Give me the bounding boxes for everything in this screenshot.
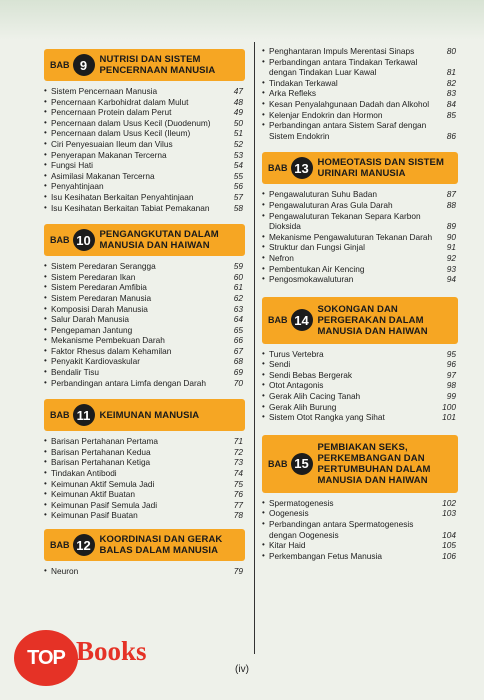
- chapter-title-line: MANUSIA DAN HAIWAN: [317, 474, 428, 486]
- section-gap: [258, 423, 458, 435]
- chapter-number: 9: [73, 54, 95, 76]
- toc-entry-page: 65: [233, 324, 243, 335]
- toc-entry[interactable]: [262, 200, 458, 211]
- toc-entry-title: Sendi Bebas Bergerak: [269, 369, 353, 380]
- chapter-header-15[interactable]: [262, 435, 458, 493]
- toc-entry-title: Neuron: [51, 566, 79, 576]
- toc-entry-title: Tindakan Terkawal: [269, 77, 338, 88]
- chapter-number: 10: [73, 229, 95, 251]
- toc-entry[interactable]: [262, 264, 458, 275]
- toc-entry-title: Kitar Haid: [269, 540, 306, 551]
- toc-entry[interactable]: [44, 367, 245, 378]
- chapter-title: [318, 304, 428, 337]
- toc-entry-page: 73: [233, 457, 243, 468]
- toc-entry-page: 70: [233, 377, 243, 388]
- toc-entry-page: 71: [233, 436, 243, 447]
- right-column: [258, 40, 458, 573]
- toc-entry-title: Pencernaan Protein dalam Perut: [51, 107, 172, 118]
- toc-entry-page: 102: [442, 497, 456, 508]
- chapter-title: [100, 534, 223, 556]
- toc-entry-page: 90: [446, 231, 456, 242]
- toc-entry[interactable]: [44, 447, 245, 458]
- toc-entry-title: Sendi: [269, 359, 291, 370]
- toc-entry-title: Otot Antagonis: [269, 380, 324, 391]
- toc-entry-title: Pengawaluturan Tekanan Separa Karbon Dioksida: [269, 210, 421, 232]
- chapter-number: 14: [291, 309, 313, 331]
- toc-entry-page: 91: [446, 242, 456, 253]
- toc-entry-page: 106: [442, 550, 456, 561]
- toc-entry-page: 80: [446, 46, 456, 56]
- toc-entry[interactable]: [44, 489, 245, 500]
- section-gap: [40, 213, 245, 224]
- section-gap: [40, 521, 245, 529]
- toc-entry-title: Penyerapan Makanan Tercerna: [51, 149, 167, 160]
- section-gap: [258, 141, 458, 152]
- toc-entry-title: Kesan Penyalahgunaan Dadah dan Alkohol: [269, 98, 430, 109]
- chapter-entries: [262, 189, 458, 284]
- toc-entry[interactable]: [262, 120, 458, 141]
- page-number: (iv): [235, 664, 249, 675]
- toc-entry-title: Sistem Peredaran Serangga: [51, 261, 156, 272]
- toc-entry-page: 74: [233, 468, 243, 479]
- chapter-title-line: KEIMUNAN MANUSIA: [99, 409, 200, 421]
- toc-entry-page: 72: [233, 446, 243, 457]
- chapter-header-14[interactable]: [262, 297, 458, 344]
- chapter-header-12[interactable]: [44, 529, 245, 561]
- toc-entry[interactable]: [262, 57, 458, 78]
- toc-entry-title: Keimunan Aktif Semula Jadi: [51, 478, 155, 489]
- toc-entry[interactable]: [262, 88, 458, 99]
- toc-entry-page: 64: [233, 314, 243, 325]
- toc-entry-page: 47: [233, 86, 243, 96]
- chapter-label: BAB: [268, 458, 288, 469]
- toc-entry-title: Keimunan Aktif Buatan: [51, 489, 135, 500]
- toc-entry[interactable]: [44, 566, 245, 577]
- toc-entry[interactable]: [44, 192, 245, 203]
- toc-entry[interactable]: [262, 412, 458, 423]
- toc-entry-page: 85: [446, 109, 456, 120]
- chapter-title-line: HOMEOTASIS DAN SISTEM: [317, 157, 444, 169]
- chapter-number: 15: [291, 453, 313, 475]
- toc-entry[interactable]: [44, 346, 245, 357]
- toc-entry[interactable]: [262, 46, 458, 57]
- toc-entry[interactable]: [262, 78, 458, 89]
- toc-entry-title: Ciri Penyesuaian Ileum dan Vilus: [51, 138, 173, 149]
- toc-entry[interactable]: [262, 253, 458, 264]
- toc-entry-page: 79: [233, 566, 243, 576]
- chapter-number: 12: [73, 534, 95, 556]
- toc-entry-title: Sistem Peredaran Amfibia: [51, 282, 147, 293]
- toc-entry[interactable]: [44, 272, 245, 283]
- toc-entry-title: Perbandingan antara Sistem Saraf dengan Sistem Endokrin: [269, 120, 427, 141]
- chapter-title-line: NUTRISI DAN SISTEM: [99, 54, 201, 65]
- chapter-label: BAB: [50, 60, 70, 70]
- chapter-number: 13: [291, 157, 313, 179]
- toc-entry-page: 95: [446, 348, 456, 359]
- toc-entry[interactable]: [44, 293, 245, 304]
- toc-entry-page: 61: [233, 282, 243, 293]
- toc-entry-title: Sistem Otot Rangka yang Sihat: [269, 412, 385, 423]
- toc-entry-page: 83: [446, 88, 456, 99]
- toc-entry-title: Mekanisme Pembekuan Darah: [51, 335, 165, 346]
- toc-entry-title: Penghantaran Impuls Merentasi Sinaps: [269, 46, 415, 56]
- toc-entry-page: 57: [233, 191, 243, 202]
- toc-entry-page: 82: [446, 77, 456, 88]
- section-gap: [40, 577, 245, 588]
- toc-entry[interactable]: [44, 356, 245, 367]
- toc-entry-title: Penyahtinjaan: [51, 181, 104, 192]
- toc-entry-title: Pengosmokawaluturan: [269, 274, 354, 285]
- toc-entry[interactable]: [44, 261, 245, 272]
- toc-entry-title: Pencernaan dalam Usus Kecil (Duodenum): [51, 117, 211, 128]
- toc-entry-title: Penyakit Kardiovaskular: [51, 356, 141, 367]
- toc-entry-page: 76: [233, 489, 243, 500]
- continued-entries: [262, 46, 458, 141]
- toc-entry[interactable]: [44, 500, 245, 511]
- chapter-label: BAB: [50, 540, 70, 550]
- chapter-label: BAB: [268, 163, 288, 174]
- toc-entry-title: Perbandingan antara Limfa dengan Darah: [51, 377, 206, 388]
- toc-entry-page: 81: [446, 67, 456, 78]
- toc-entry-page: 93: [446, 263, 456, 274]
- chapter-header-10[interactable]: [44, 224, 245, 256]
- toc-entry[interactable]: [262, 359, 458, 370]
- toc-entry[interactable]: [44, 171, 245, 182]
- toc-entry-title: Pembentukan Air Kencing: [269, 263, 365, 274]
- toc-entry[interactable]: [44, 107, 245, 118]
- toc-entry-page: 48: [233, 96, 243, 107]
- toc-entry-title: Pengawaluturan Suhu Badan: [269, 189, 377, 200]
- toc-entry[interactable]: [44, 335, 245, 346]
- toc-entry[interactable]: [262, 232, 458, 243]
- toc-entry-page: 84: [446, 98, 456, 109]
- toc-entry-page: 78: [233, 510, 243, 521]
- toc-entry-page: 60: [233, 271, 243, 282]
- toc-entry-title: Komposisi Darah Manusia: [51, 303, 148, 314]
- chapter-label: BAB: [50, 235, 70, 246]
- top-gap: [40, 40, 245, 49]
- toc-entry-page: 75: [233, 478, 243, 489]
- logo-top-text: TOP: [14, 630, 78, 686]
- chapter-entries: [262, 498, 458, 562]
- chapter-title: [100, 54, 216, 76]
- toc-entry[interactable]: [262, 110, 458, 121]
- toc-entry-title: Tindakan Antibodi: [51, 468, 117, 479]
- toc-entry[interactable]: [44, 128, 245, 139]
- chapter-entries: [44, 436, 245, 521]
- chapter-header-13[interactable]: [262, 152, 458, 184]
- chapter-title: [318, 157, 445, 179]
- top-band: [0, 0, 484, 40]
- chapter-title: [100, 410, 200, 421]
- toc-entry[interactable]: [44, 314, 245, 325]
- chapter-label: BAB: [50, 410, 70, 421]
- toc-entry-title: Struktur dan Fungsi Ginjal: [269, 242, 365, 253]
- toc-entry[interactable]: [262, 508, 458, 519]
- toc-entry-title: Sistem Peredaran Ikan: [51, 271, 136, 282]
- toc-entry-title: Asimilasi Makanan Tercerna: [51, 170, 155, 181]
- toc-entry[interactable]: [44, 118, 245, 129]
- toc-entry-page: 63: [233, 303, 243, 314]
- toc-entry[interactable]: [262, 380, 458, 391]
- toc-entry-page: 54: [233, 160, 243, 171]
- toc-entry-title: Pengawaluturan Aras Gula Darah: [269, 199, 393, 210]
- toc-entry-title: Isu Kesihatan Berkaitan Tabiat Pemakanan: [51, 202, 210, 213]
- toc-entry-page: 101: [442, 412, 456, 423]
- toc-entry-page: 100: [442, 401, 456, 412]
- toc-entry-title: Pencernaan Karbohidrat dalam Mulut: [51, 96, 189, 107]
- toc-entry-page: 66: [233, 335, 243, 346]
- toc-entry-page: 94: [446, 274, 456, 285]
- toc-entry-title: Spermatogenesis: [269, 497, 334, 508]
- chapter-title-line: PEMBIAKAN SEKS,: [317, 441, 408, 453]
- toc-entry-page: 99: [446, 391, 456, 402]
- toc-entry[interactable]: [44, 160, 245, 171]
- toc-entry-page: 55: [233, 170, 243, 181]
- toc-entry[interactable]: [44, 97, 245, 108]
- toc-entry[interactable]: [262, 402, 458, 413]
- chapter-title-line: SOKONGAN DAN: [317, 303, 398, 315]
- toc-entry-title: Perkembangan Fetus Manusia: [269, 550, 382, 561]
- toc-entry-page: 59: [233, 261, 243, 272]
- toc-entry-title: Gerak Alih Burung: [269, 401, 337, 412]
- logo-books-text: Books: [76, 636, 147, 666]
- chapter-header-11[interactable]: [44, 399, 245, 431]
- toc-entry-title: Salur Darah Manusia: [51, 314, 129, 325]
- toc-entry-page: 77: [233, 499, 243, 510]
- toc-entry-page: 86: [446, 130, 456, 141]
- toc-entry-page: 50: [233, 117, 243, 128]
- chapter-entries: [44, 86, 245, 213]
- toc-entry-title: Sistem Peredaran Manusia: [51, 292, 152, 303]
- left-column: [40, 40, 245, 588]
- toc-entry[interactable]: [44, 86, 245, 97]
- toc-entry-page: 69: [233, 367, 243, 378]
- toc-entry-page: 97: [446, 369, 456, 380]
- toc-entry-title: Keimunan Pasif Buatan: [51, 510, 138, 521]
- toc-entry-page: 89: [446, 221, 456, 232]
- toc-entry[interactable]: [44, 436, 245, 447]
- chapter-title: [100, 229, 219, 251]
- column-divider: [254, 42, 255, 654]
- toc-entry-title: Turus Vertebra: [269, 348, 324, 359]
- toc-entry[interactable]: [44, 150, 245, 161]
- toc-entry[interactable]: [262, 519, 458, 540]
- toc-entry[interactable]: [44, 378, 245, 389]
- chapter-entries: [44, 566, 245, 577]
- toc-entry[interactable]: [262, 349, 458, 360]
- toc-entry-title: Isu Kesihatan Berkaitan Penyahtinjaan: [51, 191, 194, 202]
- toc-entry-title: Nefron: [269, 252, 294, 263]
- toc-entry[interactable]: [262, 498, 458, 509]
- toc-entry-page: 52: [233, 138, 243, 149]
- toc-entry-page: 92: [446, 252, 456, 263]
- toc-entry[interactable]: [44, 468, 245, 479]
- chapter-title-line: PERGERAKAN DALAM: [317, 314, 424, 326]
- chapter-title-line: MANUSIA DAN HAIWAN: [99, 240, 210, 252]
- chapter-number: 11: [73, 404, 95, 426]
- toc-entry-page: 96: [446, 359, 456, 370]
- toc-entry[interactable]: [262, 211, 458, 232]
- toc-entry-title: Perbandingan antara Tindakan Terkawal dengan Tindakan Luar Kawal: [269, 56, 418, 78]
- toc-entry-title: Gerak Alih Cacing Tanah: [269, 391, 361, 402]
- chapter-title-line: MANUSIA DAN HAIWAN: [317, 325, 428, 337]
- toc-entry[interactable]: [44, 457, 245, 468]
- section-gap: [40, 388, 245, 399]
- chapter-title-line: URINARI MANUSIA: [317, 168, 406, 180]
- chapter-entries: [262, 349, 458, 423]
- chapter-title-line: KOORDINASI DAN GERAK: [99, 534, 223, 545]
- toc-entry[interactable]: [44, 304, 245, 315]
- toc-entry-title: Keimunan Pasif Semula Jadi: [51, 499, 158, 510]
- toc-entry-page: 68: [233, 356, 243, 367]
- toc-entry[interactable]: [44, 325, 245, 336]
- topbooks-logo: [8, 628, 188, 688]
- toc-entry[interactable]: [262, 99, 458, 110]
- toc-entry[interactable]: [44, 510, 245, 521]
- toc-entry-title: Sistem Pencernaan Manusia: [51, 86, 158, 96]
- toc-entry[interactable]: [262, 540, 458, 551]
- toc-entry-page: 103: [442, 508, 456, 519]
- toc-entry-title: Barisan Pertahanan Kedua: [51, 446, 151, 457]
- toc-entry-title: Bendalir Tisu: [51, 367, 99, 378]
- toc-entry-page: 104: [442, 529, 456, 540]
- toc-entry-page: 49: [233, 107, 243, 118]
- toc-entry-page: 51: [233, 128, 243, 139]
- chapter-header-9[interactable]: [44, 49, 245, 81]
- toc-entry-title: Fungsi Hati: [51, 160, 93, 171]
- chapter-title-line: BALAS DALAM MANUSIA: [99, 545, 219, 556]
- toc-entry[interactable]: [262, 370, 458, 381]
- chapter-title-line: PENGANGKUTAN DALAM: [99, 229, 219, 241]
- toc-entry-title: Arka Refleks: [269, 88, 317, 99]
- toc-entry[interactable]: [262, 274, 458, 285]
- toc-entry-page: 53: [233, 149, 243, 160]
- toc-entry-page: 58: [233, 202, 243, 213]
- toc-entry-title: Faktor Rhesus dalam Kehamilan: [51, 345, 172, 356]
- chapter-title: [318, 442, 431, 486]
- toc-entry-title: Oogenesis: [269, 508, 309, 519]
- toc-entry[interactable]: [262, 189, 458, 200]
- chapter-label: BAB: [268, 315, 288, 326]
- chapter-entries: [44, 261, 245, 388]
- toc-entry-page: 105: [442, 540, 456, 551]
- toc-entry-title: Mekanisme Pengawaluturan Tekanan Darah: [269, 231, 433, 242]
- toc-entry[interactable]: [44, 282, 245, 293]
- toc-entry-title: Kelenjar Endokrin dan Hormon: [269, 109, 383, 120]
- toc-entry-title: Pencernaan dalam Usus Kecil (Ileum): [51, 128, 191, 139]
- toc-entry-page: 62: [233, 292, 243, 303]
- toc-entry-title: Perbandingan antara Spermatogenesis dengan Oogenesis: [269, 519, 414, 540]
- toc-entry-page: 88: [446, 199, 456, 210]
- toc-entry[interactable]: [262, 242, 458, 253]
- toc-entry[interactable]: [44, 181, 245, 192]
- toc-entry[interactable]: [44, 479, 245, 490]
- toc-entry-title: Barisan Pertahanan Pertama: [51, 436, 159, 447]
- toc-entry-title: Pengepaman Jantung: [51, 324, 133, 335]
- toc-entry-page: 67: [233, 345, 243, 356]
- toc-entry[interactable]: [44, 139, 245, 150]
- toc-entry-page: 98: [446, 380, 456, 391]
- chapter-title-line: PENCERNAAN MANUSIA: [99, 65, 216, 76]
- toc-entry[interactable]: [262, 391, 458, 402]
- chapter-title-line: PERTUMBUHAN DALAM: [317, 463, 431, 475]
- toc-entry[interactable]: [44, 203, 245, 214]
- toc-entry-page: 56: [233, 181, 243, 192]
- section-gap: [258, 561, 458, 573]
- section-gap: [258, 285, 458, 297]
- toc-entry[interactable]: [262, 551, 458, 562]
- toc-entry-page: 87: [446, 189, 456, 200]
- chapter-title-line: PERKEMBANGAN DAN: [317, 452, 425, 464]
- toc-entry-title: Barisan Pertahanan Ketiga: [51, 457, 151, 468]
